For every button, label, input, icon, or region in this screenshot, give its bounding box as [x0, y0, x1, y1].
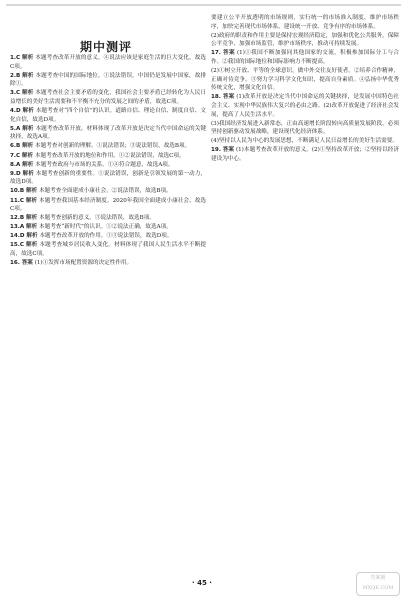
item-body: 本题考查对创新的理解。①说法错误；③说法错误，故选B项。 [35, 143, 191, 150]
item-tag: 解析 [22, 161, 34, 168]
answer-item [10, 125, 206, 142]
answer-item [10, 72, 206, 89]
item-number: 4.D [10, 108, 21, 115]
page-number: · 45 · [192, 579, 212, 587]
answer-item [10, 152, 206, 161]
answer-item [211, 14, 399, 31]
right-column [211, 14, 399, 164]
item-body: 本题考查中国的国际地位。①说法错误，中国仍是发展中国家，故排除①。 [10, 72, 206, 88]
item-body: 本题考查社会主要矛盾的变化，我国社会主要矛盾已经转化为人民日益增长的美好生活需要和不平衡不充分的发展之间的矛盾，故选C项。 [10, 90, 206, 105]
item-number: 3.C [10, 90, 21, 97]
item-body: (3)我国经济发展进入新常态，正由高速增长阶段转向高质量发展阶段，必须坚持创新驱动发展战略，建设现代化经济体系。 [211, 120, 399, 136]
item-tag: 解析 [25, 197, 38, 204]
item-tag: 解析 [22, 90, 34, 97]
item-number: 12.B [10, 215, 25, 222]
answer-item [10, 170, 206, 187]
watermark-line1: 答案圈 [370, 575, 386, 581]
item-body: (1)本题考查改革开放的意义。(2)①坚持改革开放；②坚持以经济建设为中心。 [211, 147, 399, 162]
answer-item [10, 187, 206, 196]
answer-item [211, 146, 399, 163]
item-tag: 解析 [22, 55, 34, 61]
item-body: 本题考查“新时代”的认识。①②说法正确，故选A项。 [39, 224, 172, 231]
item-body: (1)改革开放是决定当代中国命运的关键抉择，是发展中国特色社会主义、实现中华民族伟大复兴的必由之路。(2)改革开放促进了经济社会发展，提高了人民生活水平。 [211, 94, 399, 118]
item-number: 11.C [10, 197, 25, 204]
item-body: 本题考查改革开放的意义。④说法应该是家庭生活的巨大变化，故选C项。 [10, 55, 206, 70]
item-tag: 解析 [25, 188, 38, 195]
item-tag: 解析 [22, 108, 34, 115]
item-body: 本题考查改革开放的作用。①③说法错误，故选D项。 [39, 233, 173, 240]
answer-item [211, 93, 399, 119]
answer-item [10, 259, 206, 268]
item-tag: 解析 [22, 72, 34, 79]
item-number: 15.C [10, 242, 25, 249]
answer-item [10, 197, 206, 214]
item-body: 本题考查政府与市场的关系。①④符合题意，故选A项。 [35, 161, 174, 168]
item-number: 18. [211, 94, 221, 101]
item-tag: 答案 [21, 260, 33, 267]
item-number: 9.D [10, 170, 21, 177]
answer-item [211, 32, 399, 49]
item-body: (2)①树立开放、平等的全球意识，做中外交往友好使者。②培养合作精神，正确对待竞争。③努力学习科学文化知识，提高自身素质。④弘扬中华优秀传统文化，增强文化自信。 [211, 68, 399, 92]
item-number: 14.D [10, 233, 25, 240]
answer-item [10, 142, 206, 151]
item-body: 要建立公平开放透明的市场规则，实行统一的市场准入制度，维护市场秩序，加快完善现代市场体系，建设统一开放、竞争有序的市场体系。 [211, 15, 399, 30]
answer-item [10, 241, 206, 258]
watermark-logo [356, 572, 400, 596]
item-number: 5.A [10, 125, 21, 132]
item-tag: 解析 [25, 242, 38, 249]
item-number: 17. [211, 50, 221, 57]
item-body: 本题考查创新的重要性。①说法错误，创新是引领发展的第一动力，故选D项。 [10, 170, 206, 186]
answer-item [10, 214, 206, 223]
item-body: 本题考查对“四个自信”的认识。道路自信、理论自信、制度自信、文化自信，故选D项。 [10, 108, 206, 123]
answer-item [10, 161, 206, 170]
item-number: 1.C [10, 55, 21, 61]
item-tag: 解析 [21, 152, 34, 159]
item-body: (2)政府的职责和作用主要是保持宏观经济稳定，加强和优化公共服务，保障公平竞争，加强市场监管，维护市场秩序，推动可持续发展。 [211, 32, 399, 48]
answer-item [10, 54, 206, 71]
page-title: 期中测评 [79, 40, 132, 54]
left-column [10, 54, 206, 268]
item-tag: 答案 [223, 50, 235, 57]
item-body: (4)坚持以人民为中心的发展思想，不断满足人民日益增长的美好生活需要。 [211, 138, 398, 145]
item-tag: 答案 [222, 147, 235, 154]
item-number: 2.B [10, 72, 21, 79]
answer-item [211, 49, 399, 66]
item-number: 8.A [10, 161, 21, 168]
item-body: 本题考查全面建成小康社会。②说法错误，故选B项。 [38, 188, 172, 195]
answer-item [10, 89, 206, 106]
top-rule [6, 4, 401, 6]
item-number: 6.B [10, 143, 21, 150]
item-tag: 解析 [25, 215, 38, 222]
answer-item [211, 120, 399, 137]
item-number: 10.B [10, 188, 25, 195]
item-number: 16. [10, 260, 20, 267]
item-tag: 解析 [26, 224, 38, 231]
item-tag: 解析 [26, 233, 38, 240]
answer-item [10, 223, 206, 232]
watermark-line2: MXQE.COM [362, 585, 394, 591]
item-body: 本题考查城乡居民收入变化。材料体现了我国人民生活水平不断提高，故选C项。 [10, 242, 206, 258]
item-body: 本题考查创新的意义。③说法错误，故选B项。 [38, 215, 155, 222]
item-body: 本题考查改革开放的地位和作用。①②说法错误，故选C项。 [34, 152, 185, 159]
item-body: (1)①我国不断加强同其他国家的交流，积极参加国际分工与合作。②我国的国际地位和国际影响力不断提高。 [211, 50, 399, 65]
item-body: 本题考查改革开放。材料体现了改革开放是决定当代中国命运的关键抉择，故选A项。 [10, 125, 206, 141]
answer-item [211, 137, 399, 146]
answer-item [10, 107, 206, 124]
answer-item [211, 67, 399, 93]
item-number: 7.C [10, 152, 21, 159]
item-body: (1)①发挥市场配置资源的决定性作用。 [34, 260, 133, 267]
item-tag: 解析 [22, 170, 34, 177]
item-body: 本题考查我国基本经济制度。2020年我国全面建成小康社会，故选C项。 [10, 197, 206, 213]
answer-item [10, 232, 206, 241]
item-tag: 解析 [22, 143, 34, 150]
item-number: 19. [211, 147, 221, 154]
item-tag: 答案 [222, 94, 235, 101]
item-tag: 解析 [22, 125, 34, 132]
item-number: 13.A [10, 224, 25, 231]
